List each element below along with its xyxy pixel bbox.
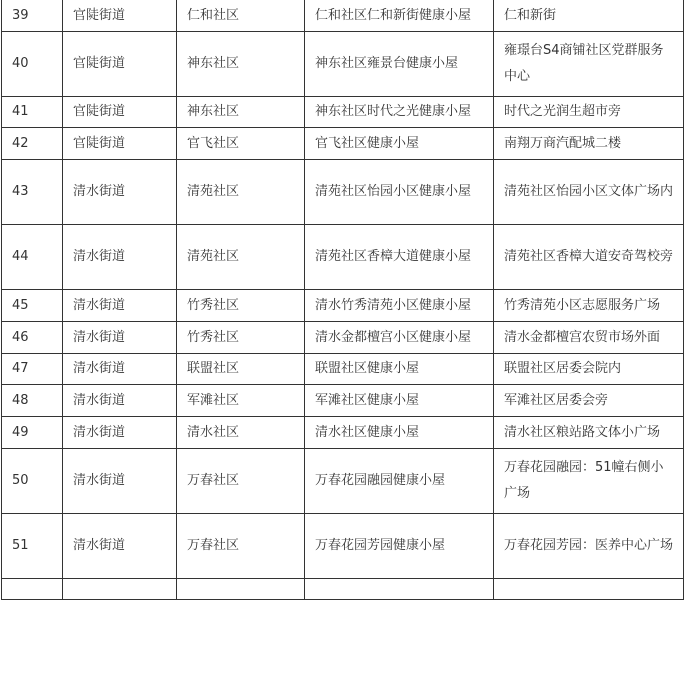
cell-community: 联盟社区 xyxy=(177,354,305,385)
cell-location: 清苑社区怡园小区文体广场内 xyxy=(494,160,684,225)
cell-number: 40 xyxy=(2,32,63,97)
cell-location: 仁和新街 xyxy=(494,0,684,32)
cell-community: 仁和社区 xyxy=(177,0,305,32)
health-house-table xyxy=(1,0,684,600)
cell-community: 官飞社区 xyxy=(177,128,305,160)
cell-location: 万春花园芳园：医养中心广场 xyxy=(494,514,684,579)
cell-location: 军滩社区居委会旁 xyxy=(494,385,684,417)
cell-community: 万春社区 xyxy=(177,449,305,514)
table-row xyxy=(2,290,684,322)
cell-location: 清水金都檀宫农贸市场外面 xyxy=(494,322,684,354)
table-row xyxy=(2,225,684,290)
cell-number: 42 xyxy=(2,128,63,160)
cell-community xyxy=(177,579,305,600)
cell-health-house: 联盟社区健康小屋 xyxy=(305,354,494,385)
cell-street: 官陡街道 xyxy=(63,32,177,97)
cell-health-house: 清水竹秀清苑小区健康小屋 xyxy=(305,290,494,322)
cell-health-house: 万春花园融园健康小屋 xyxy=(305,449,494,514)
table-row xyxy=(2,385,684,417)
cell-street xyxy=(63,579,177,600)
cell-location: 时代之光润生超市旁 xyxy=(494,97,684,128)
cell-number: 46 xyxy=(2,322,63,354)
cell-street: 官陡街道 xyxy=(63,0,177,32)
cell-street: 官陡街道 xyxy=(63,128,177,160)
cell-location xyxy=(494,579,684,600)
table-row xyxy=(2,449,684,514)
cell-number: 50 xyxy=(2,449,63,514)
table-row xyxy=(2,322,684,354)
cell-street: 清水街道 xyxy=(63,290,177,322)
cell-number: 48 xyxy=(2,385,63,417)
cell-street: 清水街道 xyxy=(63,225,177,290)
cell-community: 清苑社区 xyxy=(177,160,305,225)
cell-health-house: 清水社区健康小屋 xyxy=(305,417,494,449)
cell-health-house: 清苑社区怡园小区健康小屋 xyxy=(305,160,494,225)
table-row xyxy=(2,97,684,128)
cell-location: 南翔万商汽配城二楼 xyxy=(494,128,684,160)
cell-number: 39 xyxy=(2,0,63,32)
cell-health-house: 清水金都檀宫小区健康小屋 xyxy=(305,322,494,354)
cell-health-house: 军滩社区健康小屋 xyxy=(305,385,494,417)
cell-street: 清水街道 xyxy=(63,449,177,514)
cell-health-house: 仁和社区仁和新街健康小屋 xyxy=(305,0,494,32)
table-row xyxy=(2,32,684,97)
cell-location: 清苑社区香樟大道安奇驾校旁 xyxy=(494,225,684,290)
cell-number: 45 xyxy=(2,290,63,322)
cell-community: 竹秀社区 xyxy=(177,322,305,354)
cell-community: 清苑社区 xyxy=(177,225,305,290)
cell-number: 44 xyxy=(2,225,63,290)
table-row xyxy=(2,579,684,600)
table-row xyxy=(2,417,684,449)
table-row xyxy=(2,514,684,579)
cell-street: 清水街道 xyxy=(63,354,177,385)
cell-health-house: 神东社区雍景台健康小屋 xyxy=(305,32,494,97)
cell-health-house xyxy=(305,579,494,600)
cell-location: 雍璟台S4商铺社区党群服务中心 xyxy=(494,32,684,97)
cell-community: 竹秀社区 xyxy=(177,290,305,322)
cell-street: 清水街道 xyxy=(63,514,177,579)
cell-street: 清水街道 xyxy=(63,322,177,354)
table-row xyxy=(2,128,684,160)
cell-health-house: 神东社区时代之光健康小屋 xyxy=(305,97,494,128)
cell-location: 清水社区粮站路文体小广场 xyxy=(494,417,684,449)
cell-street: 官陡街道 xyxy=(63,97,177,128)
cell-community: 神东社区 xyxy=(177,97,305,128)
cell-health-house: 清苑社区香樟大道健康小屋 xyxy=(305,225,494,290)
table-row xyxy=(2,0,684,32)
cell-health-house: 万春花园芳园健康小屋 xyxy=(305,514,494,579)
cell-community: 万春社区 xyxy=(177,514,305,579)
cell-street: 清水街道 xyxy=(63,417,177,449)
cell-number: 49 xyxy=(2,417,63,449)
cell-street: 清水街道 xyxy=(63,160,177,225)
cell-location: 联盟社区居委会院内 xyxy=(494,354,684,385)
cell-community: 军滩社区 xyxy=(177,385,305,417)
cell-number: 43 xyxy=(2,160,63,225)
cell-location: 竹秀清苑小区志愿服务广场 xyxy=(494,290,684,322)
cell-street: 清水街道 xyxy=(63,385,177,417)
cell-number xyxy=(2,579,63,600)
cell-number: 47 xyxy=(2,354,63,385)
table-row xyxy=(2,160,684,225)
cell-number: 51 xyxy=(2,514,63,579)
table-row xyxy=(2,354,684,385)
cell-location: 万春花园融园：51幢右侧小广场 xyxy=(494,449,684,514)
cell-community: 神东社区 xyxy=(177,32,305,97)
cell-number: 41 xyxy=(2,97,63,128)
cell-health-house: 官飞社区健康小屋 xyxy=(305,128,494,160)
cell-community: 清水社区 xyxy=(177,417,305,449)
